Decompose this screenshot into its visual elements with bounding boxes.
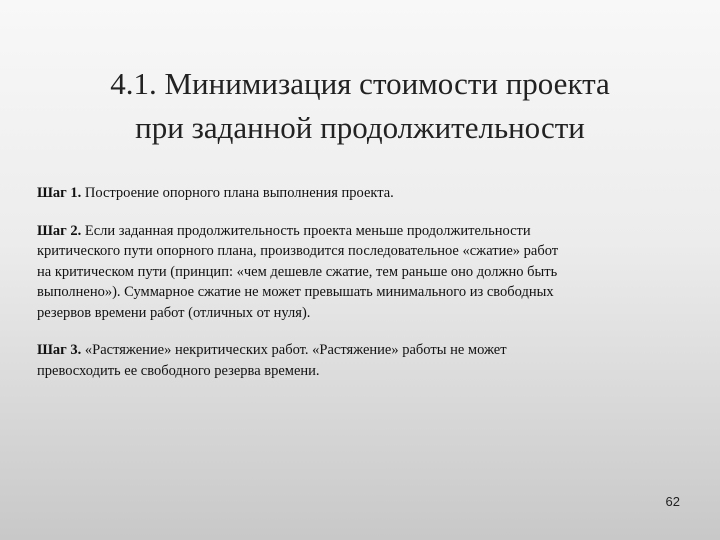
step-3 bbox=[37, 340, 692, 381]
step-1-line-1 bbox=[37, 183, 692, 204]
step-2-text-1: Если заданная продолжительность проекта меньше продолжительности bbox=[84, 222, 531, 239]
slide-title-line-1: 4.1. Минимизация стоимости проекта bbox=[110, 66, 610, 101]
step-1 bbox=[37, 183, 692, 204]
slide-title bbox=[0, 62, 720, 150]
step-2-label: Шаг 2. bbox=[37, 222, 82, 239]
step-3-label: Шаг 3. bbox=[37, 342, 82, 358]
page-number: 62 bbox=[665, 494, 680, 509]
step-3-text-1: «Растяжение» некритических работ. «Растяжение» работы не может bbox=[84, 342, 507, 358]
step-2 bbox=[37, 221, 692, 324]
step-2-text-3: на критическом пути (принцип: «чем дешевле сжатие, тем раньше оно должно быть bbox=[37, 263, 558, 280]
step-2-text-2: критического пути опорного плана, производится последовательное «сжатие» работ bbox=[37, 243, 559, 259]
slide-title-line-2: при заданной продолжительности bbox=[135, 110, 585, 145]
step-2-text-4: выполнено»). Суммарное сжатие не может превышать минимального из свободных bbox=[37, 284, 554, 300]
step-3-text-2: превосходить ее свободного резерва времени. bbox=[37, 362, 320, 379]
slide-body bbox=[37, 183, 692, 398]
step-3-line-1 bbox=[37, 340, 692, 361]
step-2-text-5: резервов времени работ (отличных от нуля). bbox=[37, 304, 311, 321]
step-1-label: Шаг 1. bbox=[37, 185, 82, 201]
step-1-text-1: Построение опорного плана выполнения проекта. bbox=[84, 185, 394, 201]
step-2-line-1 bbox=[37, 221, 692, 242]
